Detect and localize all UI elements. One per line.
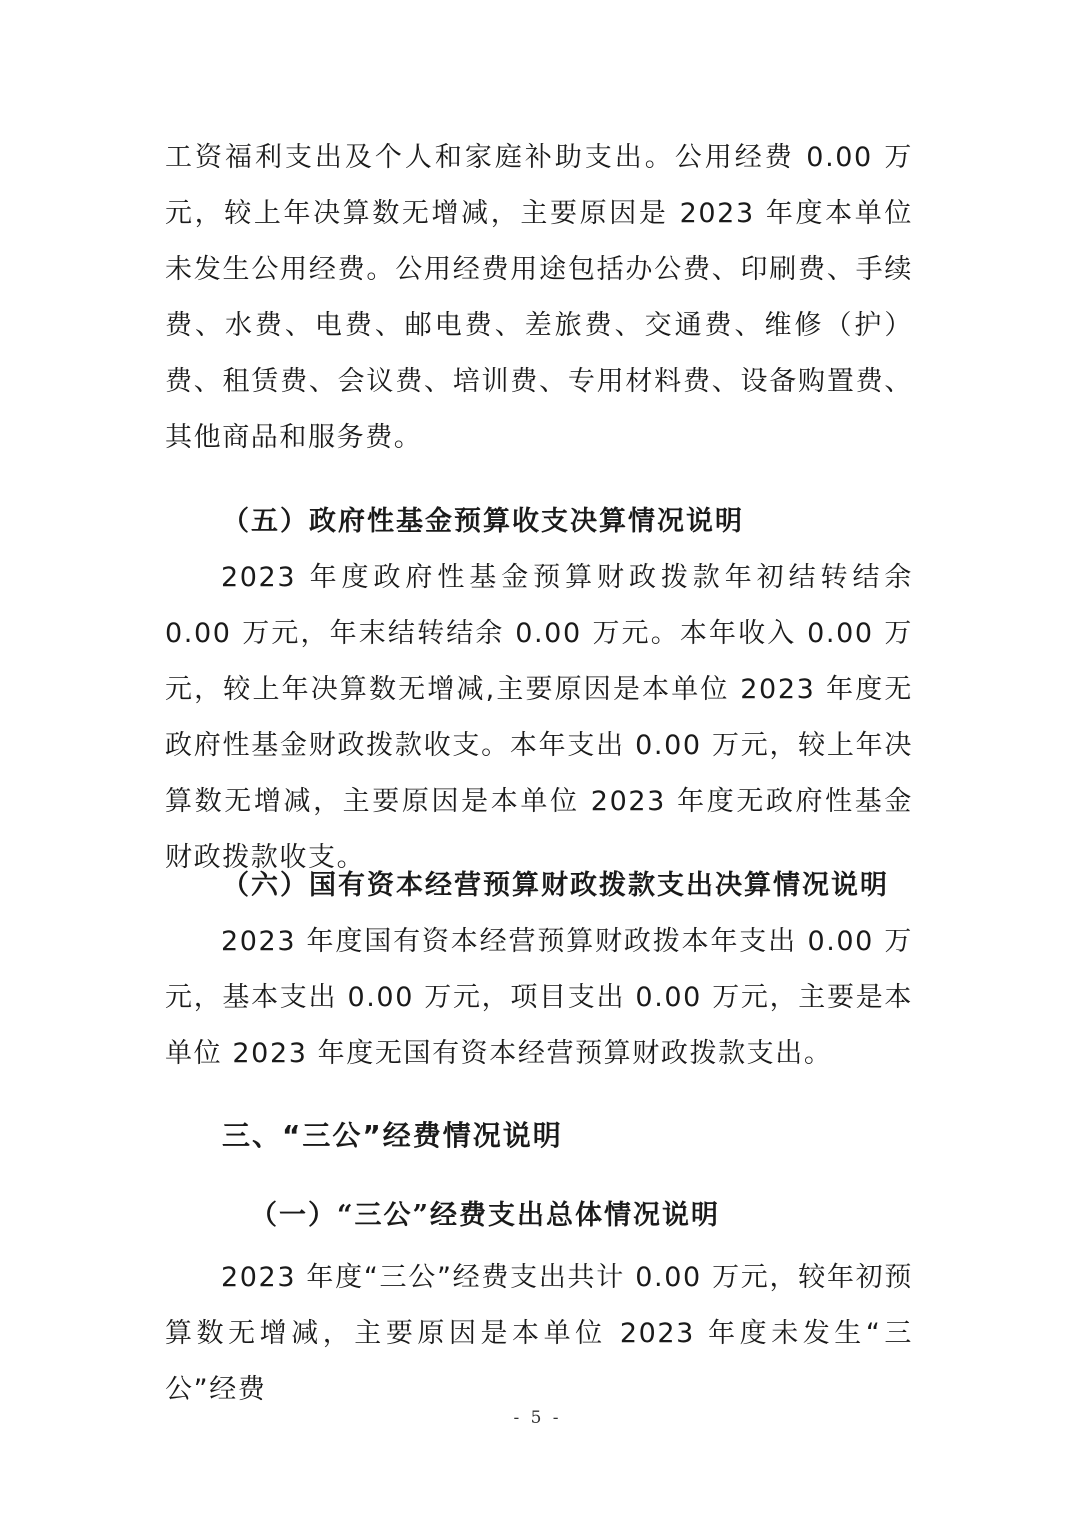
heading-three-public-overall: （一）“三公”经费支出总体情况说明: [250, 1200, 721, 1231]
heading-state-capital-budget: （六）国有资本经营预算财政拨款支出决算情况说明: [222, 870, 889, 901]
paragraph-state-capital-budget: 2023 年度国有资本经营预算财政拨本年支出 0.00 万元，基本支出 0.00 万元，项目支出 0.00 万元，主要是本单位 2023 年度无国有资本经营预算财政拨款支出。: [165, 926, 913, 1069]
section-title-three-public: 三、“三公”经费情况说明: [222, 1119, 563, 1152]
heading-government-fund-budget: （五）政府性基金预算收支决算情况说明: [222, 506, 744, 537]
paragraph-three-public-overall: 2023 年度“三公”经费支出共计 0.00 万元，较年初预算数无增减，主要原因是本单位 2023 年度未发生“三公”经费: [165, 1262, 913, 1405]
paragraph-public-funds: 工资福利支出及个人和家庭补助支出。公用经费 0.00 万元，较上年决算数无增减，主要原因是 2023 年度本单位未发生公用经费。公用经费用途包括办公费、印刷费、手续费、水费、电费、邮电费、差旅费、交通费、维修（护）费、租赁费、会议费、培训费、专用材料费、设备购置费、其他商品和服务费。: [165, 142, 913, 453]
page-number: - 5 -: [513, 1408, 562, 1428]
paragraph-government-fund-budget: 2023 年度政府性基金预算财政拨款年初结转结余 0.00 万元，年末结转结余 0.00 万元。本年收入 0.00 万元，较上年决算数无增减,主要原因是本单位 2023 年度无政府性基金财政拨款收支。本年支出 0.00 万元，较上年决算数无增减，主要原因是本单位 2023 年度无政府性基金财政拨款收支。: [165, 562, 913, 873]
